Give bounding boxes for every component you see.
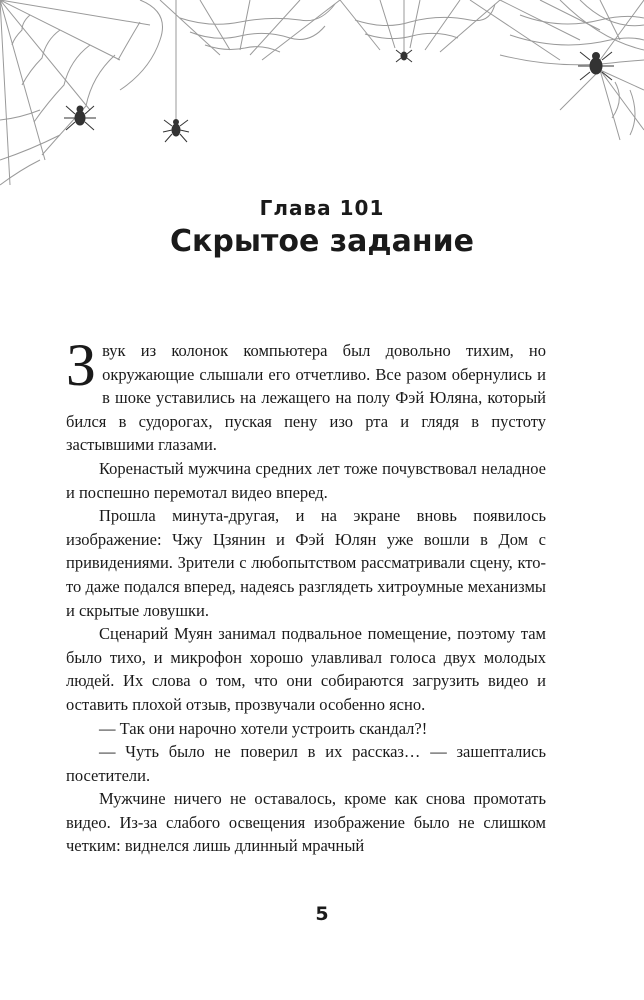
paragraph: Мужчине ничего не оставалось, кроме как снова промотать видео. Из-за слабого освещения изображение было не слишком четким: виднелся лишь длинный мрачный <box>66 789 546 856</box>
paragraph: — Так они нарочно хотели устроить скандал?! <box>99 718 428 738</box>
paragraph: Звук из колонок компьютера был довольно тихим, но окружающие слышали его отчетливо. Все разом обернулись и в шоке уставились на лежащего на полу Фэй Юляна, который бился в судорогах, пуская пену изо рта и глядя в пустоту застывшими глазами. <box>66 332 546 455</box>
page-number: 5 <box>315 903 329 925</box>
chapter-body <box>66 332 546 858</box>
spiderweb-decoration <box>0 0 644 200</box>
chapter-number: Глава 101 <box>259 196 385 220</box>
paragraph: — Чуть было не поверил в их рассказ… — зашептались посетители. <box>66 742 546 785</box>
paragraph: Прошла минута-другая, и на экране вновь появилось изображение: Чжу Цзянин и Фэй Юлян уже вошли в Дом с привидениями. Зрители с любопытством рассматривали сцену, кто-то даже подался вперед, надеясь разглядеть хитроумные механизмы и скрытые ловушки. <box>66 506 546 620</box>
paragraph: Сценарий Муян занимал подвальное помещение, поэтому там было тихо, и микрофон хорошо улавливал голоса двух молодых людей. Их слова о том, что они собираются загрузить видео и оставить плохой отзыв, прозвучали особенно ясно. <box>66 624 546 714</box>
chapter-title: Скрытое задание <box>169 224 474 259</box>
paragraph: Коренастый мужчина средних лет тоже почувствовал неладное и поспешно перемотал видео вперед. <box>66 458 546 502</box>
drop-cap: З <box>66 332 97 398</box>
